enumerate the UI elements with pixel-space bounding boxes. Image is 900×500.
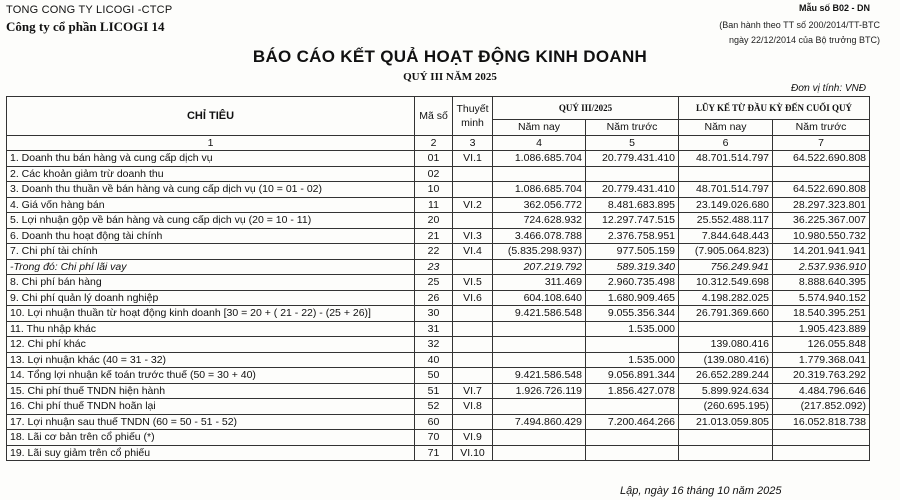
table-row <box>7 166 870 182</box>
header-quarter-this-year: Năm nay <box>493 120 586 136</box>
ytd-this-year-value: 4.198.282.025 <box>679 290 773 306</box>
column-index: 6 <box>679 135 773 151</box>
quarter-last-year-value: 8.481.683.895 <box>586 197 679 213</box>
ytd-last-year-value: (217.852.092) <box>773 399 870 415</box>
ytd-this-year-value: 139.080.416 <box>679 337 773 353</box>
quarter-this-year-value: 3.466.078.788 <box>493 228 586 244</box>
row-note <box>453 337 493 353</box>
row-label: 13. Lợi nhuận khác (40 = 31 - 32) <box>7 352 415 368</box>
row-note: VI.10 <box>453 445 493 461</box>
row-note: VI.8 <box>453 399 493 415</box>
row-code: 40 <box>415 352 453 368</box>
quarter-this-year-value: 1.926.726.119 <box>493 383 586 399</box>
header-ytd-last-year: Năm trước <box>773 120 870 136</box>
row-note: VI.7 <box>453 383 493 399</box>
table-row <box>7 430 870 446</box>
ytd-last-year-value: 20.319.763.292 <box>773 368 870 384</box>
quarter-last-year-value: 7.200.464.266 <box>586 414 679 430</box>
table-row <box>7 321 870 337</box>
quarter-last-year-value: 12.297.747.515 <box>586 213 679 229</box>
signature-date: Lập, ngày 16 tháng 10 năm 2025 <box>620 485 782 497</box>
ytd-last-year-value: 8.888.640.395 <box>773 275 870 291</box>
ytd-last-year-value: 36.225.367.007 <box>773 213 870 229</box>
row-code: 20 <box>415 213 453 229</box>
quarter-last-year-value: 20.779.431.410 <box>586 182 679 198</box>
table-row <box>7 213 870 229</box>
row-code: 23 <box>415 259 453 275</box>
ytd-this-year-value: 756.249.941 <box>679 259 773 275</box>
quarter-this-year-value: 362.056.772 <box>493 197 586 213</box>
row-note: VI.9 <box>453 430 493 446</box>
table-row <box>7 306 870 322</box>
row-label: 11. Thu nhập khác <box>7 321 415 337</box>
row-note <box>453 259 493 275</box>
row-label: 5. Lợi nhuận gộp về bán hàng và cung cấp dịch vụ (20 = 10 - 11) <box>7 213 415 229</box>
row-label: 16. Chi phí thuế TNDN hoãn lại <box>7 399 415 415</box>
ytd-last-year-value: 16.052.818.738 <box>773 414 870 430</box>
income-statement-table <box>6 96 870 461</box>
column-index-row <box>7 135 870 151</box>
ytd-this-year-value: 5.899.924.634 <box>679 383 773 399</box>
row-code: 32 <box>415 337 453 353</box>
quarter-this-year-value: (5.835.298.937) <box>493 244 586 260</box>
row-code: 02 <box>415 166 453 182</box>
ytd-last-year-value: 64.522.690.808 <box>773 182 870 198</box>
ytd-this-year-value <box>679 430 773 446</box>
row-code: 26 <box>415 290 453 306</box>
row-code: 70 <box>415 430 453 446</box>
ytd-this-year-value <box>679 166 773 182</box>
quarter-last-year-value <box>586 337 679 353</box>
ytd-last-year-value: 64.522.690.808 <box>773 151 870 167</box>
ytd-this-year-value: 48.701.514.797 <box>679 151 773 167</box>
ytd-last-year-value: 4.484.796.646 <box>773 383 870 399</box>
header-note: Thuyết minh <box>453 97 493 136</box>
quarter-last-year-value: 589.319.340 <box>586 259 679 275</box>
row-label: 12. Chi phí khác <box>7 337 415 353</box>
row-label: 14. Tổng lợi nhuận kế toán trước thuế (50 = 30 + 40) <box>7 368 415 384</box>
row-code: 60 <box>415 414 453 430</box>
column-index: 5 <box>586 135 679 151</box>
row-note <box>453 352 493 368</box>
header-ytd-this-year: Năm nay <box>679 120 773 136</box>
ytd-this-year-value: 26.791.369.660 <box>679 306 773 322</box>
row-label: 19. Lãi suy giảm trên cổ phiếu <box>7 445 415 461</box>
row-note <box>453 368 493 384</box>
ytd-this-year-value: 26.652.289.244 <box>679 368 773 384</box>
quarter-this-year-value: 1.086.685.704 <box>493 182 586 198</box>
table-row <box>7 352 870 368</box>
row-note <box>453 182 493 198</box>
quarter-this-year-value <box>493 430 586 446</box>
row-note: VI.4 <box>453 244 493 260</box>
table-row <box>7 197 870 213</box>
quarter-last-year-value: 977.505.159 <box>586 244 679 260</box>
row-label: 17. Lợi nhuận sau thuế TNDN (60 = 50 - 51 - 52) <box>7 414 415 430</box>
ytd-last-year-value: 1.779.368.041 <box>773 352 870 368</box>
row-code: 11 <box>415 197 453 213</box>
row-label: 9. Chi phí quản lý doanh nghiệp <box>7 290 415 306</box>
quarter-this-year-value: 9.421.586.548 <box>493 306 586 322</box>
row-label: 1. Doanh thu bán hàng và cung cấp dịch vụ <box>7 151 415 167</box>
row-note <box>453 414 493 430</box>
row-code: 21 <box>415 228 453 244</box>
table-row <box>7 228 870 244</box>
row-code: 51 <box>415 383 453 399</box>
row-note <box>453 321 493 337</box>
column-index: 4 <box>493 135 586 151</box>
quarter-last-year-value: 2.376.758.951 <box>586 228 679 244</box>
column-index: 7 <box>773 135 870 151</box>
issuance-note <box>719 18 880 48</box>
quarter-this-year-value <box>493 399 586 415</box>
row-code: 30 <box>415 306 453 322</box>
report-title: BÁO CÁO KẾT QUẢ HOẠT ĐỘNG KINH DOANH <box>252 47 648 66</box>
row-label: 4. Giá vốn hàng bán <box>7 197 415 213</box>
ytd-this-year-value: 25.552.488.117 <box>679 213 773 229</box>
ytd-last-year-value <box>773 445 870 461</box>
column-index: 2 <box>415 135 453 151</box>
company-group-name: TONG CONG TY LICOGI -CTCP <box>6 4 173 16</box>
ytd-last-year-value: 28.297.323.801 <box>773 197 870 213</box>
issuance-line-1: (Ban hành theo TT số 200/2014/TT-BTC <box>719 20 880 30</box>
quarter-last-year-value: 1.856.427.078 <box>586 383 679 399</box>
quarter-this-year-value: 207.219.792 <box>493 259 586 275</box>
ytd-last-year-value: 126.055.848 <box>773 337 870 353</box>
row-code: 01 <box>415 151 453 167</box>
row-note: VI.2 <box>453 197 493 213</box>
table-row <box>7 445 870 461</box>
ytd-this-year-value: 21.013.059.805 <box>679 414 773 430</box>
quarter-this-year-value <box>493 166 586 182</box>
row-code: 52 <box>415 399 453 415</box>
ytd-last-year-value: 14.201.941.941 <box>773 244 870 260</box>
form-number: Mẫu số B02 - DN <box>798 3 870 13</box>
quarter-last-year-value: 2.960.735.498 <box>586 275 679 291</box>
ytd-this-year-value: 48.701.514.797 <box>679 182 773 198</box>
company-name: Công ty cổ phần LICOGI 14 <box>6 19 165 34</box>
table-row <box>7 399 870 415</box>
table-row <box>7 383 870 399</box>
table-row <box>7 368 870 384</box>
header-quarter-last-year: Năm trước <box>586 120 679 136</box>
ytd-this-year-value: (139.080.416) <box>679 352 773 368</box>
row-label: 3. Doanh thu thuần về bán hàng và cung cấp dịch vụ (10 = 01 - 02) <box>7 182 415 198</box>
ytd-last-year-value: 2.537.936.910 <box>773 259 870 275</box>
quarter-this-year-value <box>493 352 586 368</box>
quarter-last-year-value <box>586 166 679 182</box>
table-row <box>7 244 870 260</box>
quarter-this-year-value <box>493 445 586 461</box>
row-label: 10. Lợi nhuận thuần từ hoạt động kinh doanh [30 = 20 + ( 21 - 22) - (25 + 26)] <box>7 306 415 322</box>
row-label: 2. Các khoản giảm trừ doanh thu <box>7 166 415 182</box>
ytd-last-year-value <box>773 166 870 182</box>
currency-unit: Đơn vị tính: VNĐ <box>791 83 866 94</box>
row-note: VI.5 <box>453 275 493 291</box>
table-row <box>7 151 870 167</box>
ytd-this-year-value: 10.312.549.698 <box>679 275 773 291</box>
quarter-this-year-value: 311.469 <box>493 275 586 291</box>
quarter-last-year-value: 1.680.909.465 <box>586 290 679 306</box>
ytd-last-year-value: 18.540.395.251 <box>773 306 870 322</box>
quarter-last-year-value: 1.535.000 <box>586 321 679 337</box>
report-period: QUÝ III NĂM 2025 <box>403 71 497 83</box>
row-label: 8. Chi phí bán hàng <box>7 275 415 291</box>
ytd-this-year-value <box>679 321 773 337</box>
table-row <box>7 414 870 430</box>
row-note <box>453 306 493 322</box>
quarter-this-year-value: 7.494.860.429 <box>493 414 586 430</box>
header-indicator: CHỈ TIÊU <box>7 97 415 136</box>
quarter-this-year-value <box>493 321 586 337</box>
row-note <box>453 213 493 229</box>
quarter-last-year-value <box>586 430 679 446</box>
ytd-this-year-value: 7.844.648.443 <box>679 228 773 244</box>
row-code: 22 <box>415 244 453 260</box>
column-index: 1 <box>7 135 415 151</box>
ytd-last-year-value <box>773 430 870 446</box>
ytd-this-year-value <box>679 445 773 461</box>
row-note: VI.6 <box>453 290 493 306</box>
table-row <box>7 182 870 198</box>
ytd-this-year-value: (7.905.064.823) <box>679 244 773 260</box>
row-note: VI.3 <box>453 228 493 244</box>
table-row <box>7 259 870 275</box>
table-row <box>7 337 870 353</box>
header-quarter-group: QUÝ III/2025 <box>493 97 679 120</box>
issuance-line-2: ngày 22/12/2014 của Bộ trưởng BTC) <box>728 35 880 45</box>
quarter-this-year-value <box>493 337 586 353</box>
quarter-last-year-value <box>586 399 679 415</box>
quarter-this-year-value: 9.421.586.548 <box>493 368 586 384</box>
row-label: 18. Lãi cơ bản trên cổ phiếu (*) <box>7 430 415 446</box>
quarter-this-year-value: 1.086.685.704 <box>493 151 586 167</box>
quarter-this-year-value: 604.108.640 <box>493 290 586 306</box>
ytd-last-year-value: 10.980.550.732 <box>773 228 870 244</box>
row-label: 15. Chi phí thuế TNDN hiện hành <box>7 383 415 399</box>
table-row <box>7 290 870 306</box>
row-note <box>453 166 493 182</box>
header-ytd-group: LŨY KẾ TỪ ĐẦU KỲ ĐẾN CUỐI QUÝ <box>679 97 870 120</box>
ytd-this-year-value: (260.695.195) <box>679 399 773 415</box>
quarter-this-year-value: 724.628.932 <box>493 213 586 229</box>
row-code: 25 <box>415 275 453 291</box>
row-label: 7. Chi phí tài chính <box>7 244 415 260</box>
table-row <box>7 275 870 291</box>
row-note: VI.1 <box>453 151 493 167</box>
quarter-last-year-value: 9.055.356.344 <box>586 306 679 322</box>
ytd-last-year-value: 1.905.423.889 <box>773 321 870 337</box>
quarter-last-year-value: 1.535.000 <box>586 352 679 368</box>
row-label: -Trong đó: Chi phí lãi vay <box>7 259 415 275</box>
ytd-this-year-value: 23.149.026.680 <box>679 197 773 213</box>
row-code: 71 <box>415 445 453 461</box>
header-code: Mã số <box>415 97 453 136</box>
row-label: 6. Doanh thu hoạt động tài chính <box>7 228 415 244</box>
row-code: 31 <box>415 321 453 337</box>
column-index: 3 <box>453 135 493 151</box>
quarter-last-year-value <box>586 445 679 461</box>
ytd-last-year-value: 5.574.940.152 <box>773 290 870 306</box>
quarter-last-year-value: 20.779.431.410 <box>586 151 679 167</box>
row-code: 10 <box>415 182 453 198</box>
row-code: 50 <box>415 368 453 384</box>
quarter-last-year-value: 9.056.891.344 <box>586 368 679 384</box>
